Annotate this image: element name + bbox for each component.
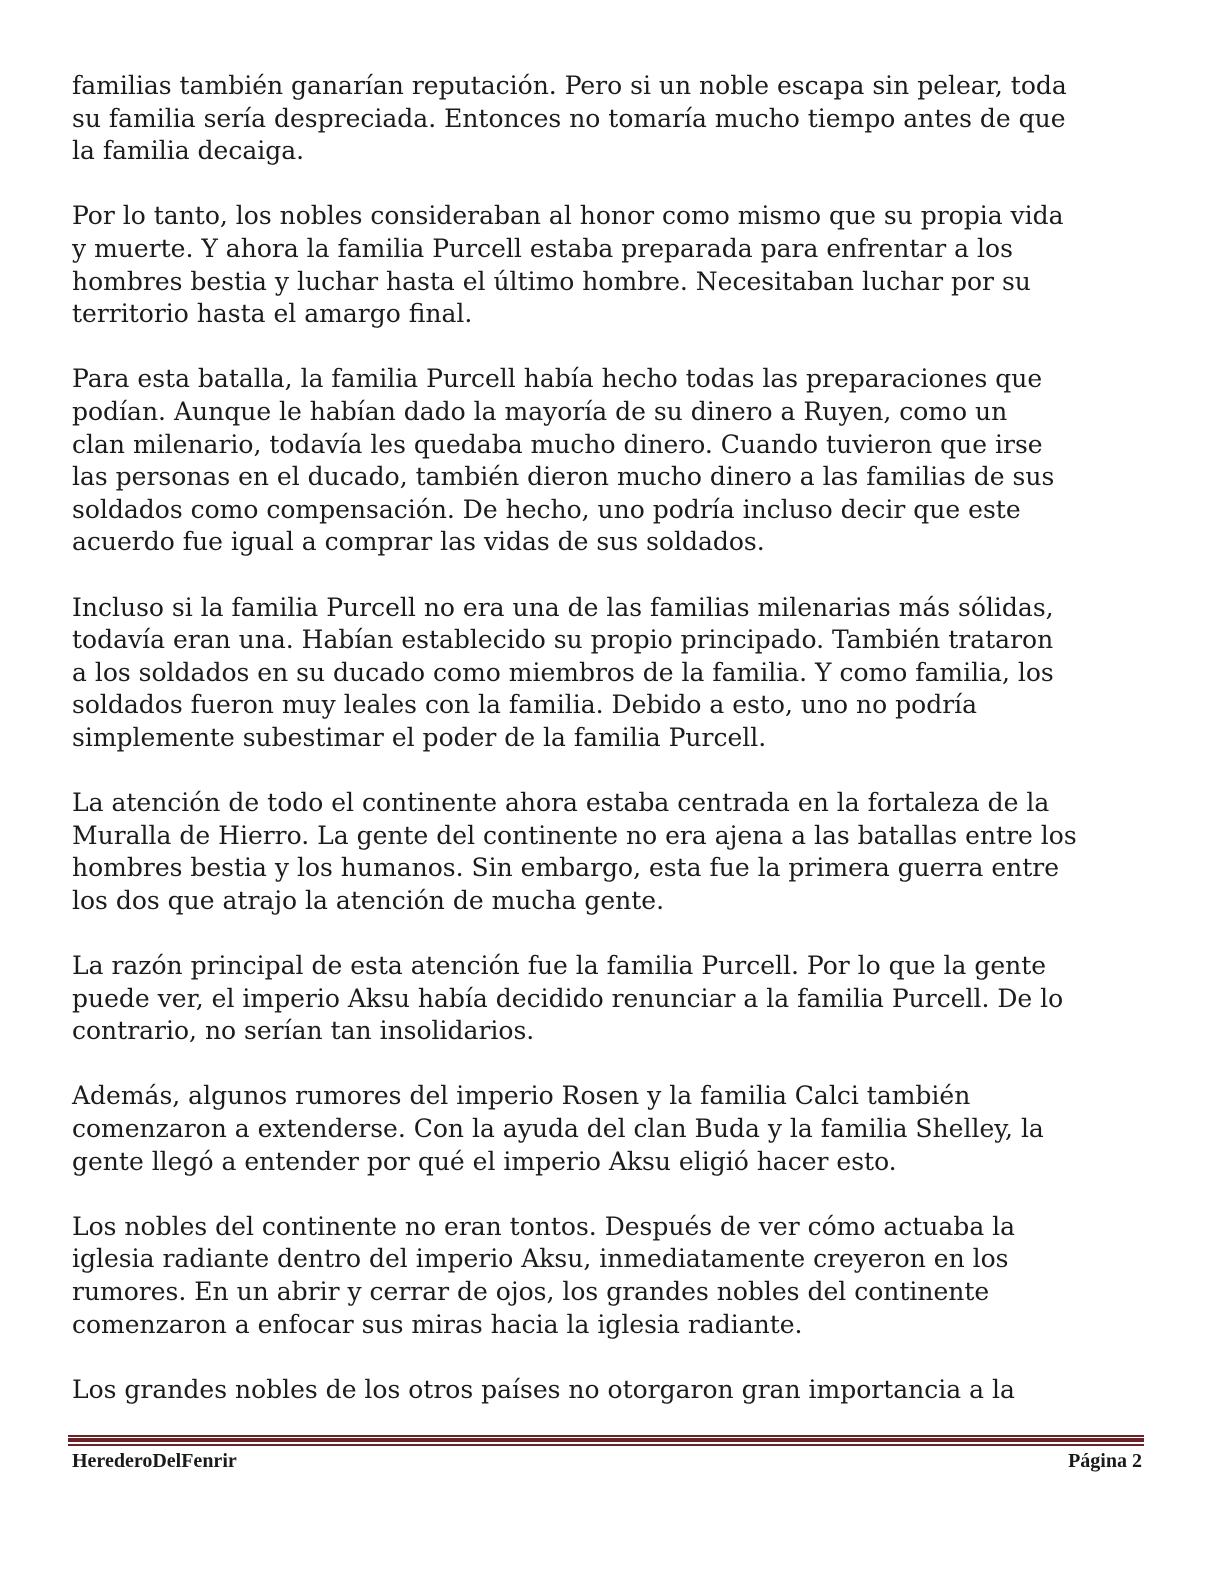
text-line: soldados fueron muy leales con la familia. Debido a esto, uno no podría xyxy=(72,690,978,720)
text-line: y muerte. Y ahora la familia Purcell estaba preparada para enfrentar a los xyxy=(72,233,1013,263)
text-line: acuerdo fue igual a comprar las vidas de sus soldados. xyxy=(72,527,765,557)
paragraph xyxy=(72,363,1152,559)
text-line: hombres bestia y luchar hasta el último hombre. Necesitaban luchar por su xyxy=(72,266,1031,296)
text-line: la familia decaiga. xyxy=(72,136,305,166)
footer-rule-thick xyxy=(68,1438,1144,1442)
text-line: rumores. En un abrir y cerrar de ojos, los grandes nobles del continente xyxy=(72,1276,990,1306)
text-line: iglesia radiante dentro del imperio Aksu, inmediatamente creyeron en los xyxy=(72,1244,1009,1274)
text-line: hombres bestia y los humanos. Sin embargo, esta fue la primera guerra entre xyxy=(72,853,1060,883)
paragraph xyxy=(72,1374,1152,1407)
text-line: Incluso si la familia Purcell no era una de las familias milenarias más sólidas, xyxy=(72,592,1054,622)
paragraph xyxy=(72,70,1152,168)
text-line: territorio hasta el amargo final. xyxy=(72,299,473,329)
paragraph xyxy=(72,592,1152,755)
paragraph xyxy=(72,787,1152,917)
footer-page-number: Página 2 xyxy=(1068,1450,1142,1472)
paragraph xyxy=(72,1080,1152,1178)
page-body xyxy=(72,70,1152,1439)
text-line: gente llegó a entender por qué el imperio Aksu eligió hacer esto. xyxy=(72,1146,897,1176)
text-line: clan milenario, todavía les quedaba mucho dinero. Cuando tuvieron que irse xyxy=(72,429,1043,459)
footer-rule-bottom xyxy=(68,1444,1144,1446)
text-line: Los nobles del continente no eran tontos. Después de ver cómo actuaba la xyxy=(72,1211,1016,1241)
footer-rule-top xyxy=(68,1435,1144,1437)
text-line: las personas en el ducado, también dieron mucho dinero a las familias de sus xyxy=(72,462,1055,492)
text-line: su familia sería despreciada. Entonces no tomaría mucho tiempo antes de que xyxy=(72,103,1066,133)
text-line: todavía eran una. Habían establecido su propio principado. También trataron xyxy=(72,625,1054,655)
text-line: comenzaron a extenderse. Con la ayuda del clan Buda y la familia Shelley, la xyxy=(72,1114,1044,1143)
text-line: simplemente subestimar el poder de la familia Purcell. xyxy=(72,722,767,752)
text-line: Por lo tanto, los nobles consideraban al honor como mismo que su propia vida xyxy=(72,201,1064,231)
text-line: La atención de todo el continente ahora estaba centrada en la fortaleza de la xyxy=(72,788,1050,818)
text-line: comenzaron a enfocar sus miras hacia la iglesia radiante. xyxy=(72,1309,803,1339)
paragraph xyxy=(72,950,1152,1048)
text-line: Para esta batalla, la familia Purcell había hecho todas las preparaciones que xyxy=(72,364,1043,394)
text-line: Muralla de Hierro. La gente del continente no era ajena a las batallas entre los xyxy=(72,820,1077,850)
text-line: familias también ganarían reputación. Pero si un noble escapa sin pelear, toda xyxy=(72,71,1067,100)
paragraph xyxy=(72,1211,1152,1341)
text-line: La razón principal de esta atención fue la familia Purcell. Por lo que la gente xyxy=(72,951,1047,981)
text-line: Los grandes nobles de los otros países no otorgaron gran importancia a la xyxy=(72,1374,1015,1404)
text-line: los dos que atrajo la atención de mucha gente. xyxy=(72,885,665,915)
paragraph xyxy=(72,200,1152,330)
text-line: podían. Aunque le habían dado la mayoría de su dinero a Ruyen, como un xyxy=(72,396,1008,426)
text-line: contrario, no serían tan insolidarios. xyxy=(72,1016,535,1046)
text-line: a los soldados en su ducado como miembros de la familia. Y como familia, los xyxy=(72,657,1054,687)
text-line: Además, algunos rumores del imperio Rosen y la familia Calci también xyxy=(72,1081,971,1111)
text-line: puede ver, el imperio Aksu había decidido renunciar a la familia Purcell. De lo xyxy=(72,983,1064,1013)
text-line: soldados como compensación. De hecho, uno podría incluso decir que este xyxy=(72,494,1021,524)
footer-author: HerederoDelFenrir xyxy=(72,1450,237,1472)
